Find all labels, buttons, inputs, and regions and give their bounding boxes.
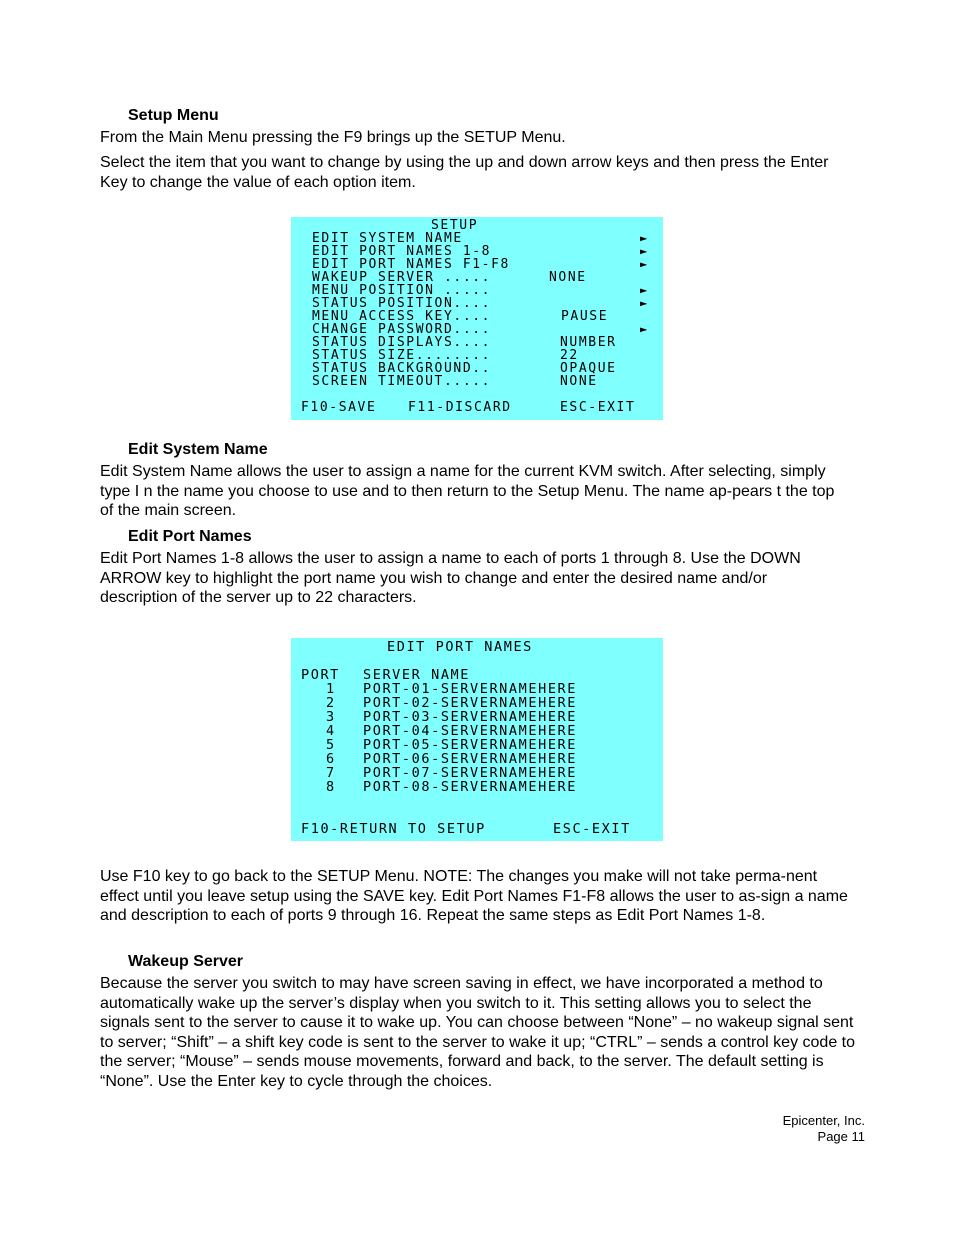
port-number: 5 (326, 737, 336, 753)
setup-item-label: EDIT PORT NAMES F1-F8 (312, 257, 510, 272)
setup-item-value: NONE (560, 374, 598, 389)
setup-menu-intro: From the Main Menu pressing the F9 brings up the SETUP Menu. (100, 129, 566, 146)
setup-item-label: MENU ACCESS KEY.... (312, 309, 492, 324)
setup-item-label: SCREEN TIMEOUT..... (312, 374, 492, 389)
port-server-name: PORT-05-SERVERNAMEHERE (363, 737, 578, 753)
wakeup-server-heading: Wakeup Server (128, 953, 244, 970)
submenu-arrow-icon: ► (640, 296, 649, 310)
setup-item-value: 22 (560, 348, 579, 363)
port-number: 7 (326, 765, 336, 781)
setup-screen (291, 217, 663, 420)
setup-item-label: MENU POSITION ..... (312, 283, 492, 298)
submenu-arrow-icon: ► (640, 283, 649, 297)
edit-port-names-screen (291, 638, 663, 841)
port-screen-title: EDIT PORT NAMES (387, 639, 533, 655)
edit-port-names-heading: Edit Port Names (128, 528, 252, 545)
port-number: 1 (326, 681, 336, 697)
page-footer (700, 1113, 865, 1145)
setup-item-label: STATUS BACKGROUND.. (312, 361, 492, 376)
edit-system-name-text: Edit System Name allows the user to assign a name for the current KVM switch. After selecting, simply type I n the name you choose to use and to then return to the Setup Menu. The name ap-pears t the top of the main screen. (100, 463, 835, 520)
server-name-column-header: SERVER NAME (363, 667, 471, 683)
setup-item-label: STATUS DISPLAYS.... (312, 335, 492, 350)
setup-item-label: WAKEUP SERVER ..... (312, 270, 492, 285)
setup-menu-instructions: Select the item that you want to change by using the up and down arrow keys and then press the Enter Key to change the value of each option item. (100, 154, 829, 191)
port-server-name: PORT-07-SERVERNAMEHERE (363, 765, 578, 781)
setup-item-label: EDIT PORT NAMES 1-8 (312, 244, 492, 259)
submenu-arrow-icon: ► (640, 231, 649, 245)
submenu-arrow-icon: ► (640, 322, 649, 336)
save-note-text: Use F10 key to go back to the SETUP Menu. NOTE: The changes you make will not take perma-nent effect until you leave setup using the SAVE key. Edit Port Names F1-F8 allows the user to as-sign a name and description to each of ports 9 through 16. Repeat the same steps as Edit Port Names 1-8. (100, 868, 848, 925)
port-server-name: PORT-08-SERVERNAMEHERE (363, 779, 578, 795)
port-server-name: PORT-03-SERVERNAMEHERE (363, 709, 578, 725)
setup-footer-save: F10-SAVE (301, 400, 377, 415)
setup-item-value: NONE (549, 270, 587, 285)
setup-item-value: OPAQUE (560, 361, 617, 376)
port-number: 2 (326, 695, 336, 711)
port-column-header: PORT (301, 667, 340, 683)
edit-system-name-heading: Edit System Name (128, 441, 268, 458)
port-footer-exit: ESC-EXIT (553, 821, 631, 837)
setup-footer-discard: F11-DISCARD (408, 400, 512, 415)
port-server-name: PORT-01-SERVERNAMEHERE (363, 681, 578, 697)
page-number: Page 11 (817, 1129, 865, 1144)
setup-item-label: EDIT SYSTEM NAME (312, 231, 463, 246)
port-server-name: PORT-06-SERVERNAMEHERE (363, 751, 578, 767)
setup-item-label: STATUS POSITION.... (312, 296, 492, 311)
setup-item-label: STATUS SIZE........ (312, 348, 492, 363)
setup-item-value: NUMBER (560, 335, 617, 350)
port-number: 3 (326, 709, 336, 725)
company-name: Epicenter, Inc. (782, 1113, 865, 1128)
submenu-arrow-icon: ► (640, 257, 649, 271)
setup-menu-heading: Setup Menu (128, 107, 219, 124)
wakeup-server-text: Because the server you switch to may have screen saving in effect, we have incorporated a method to automatically wake up the server’s display when you switch to it. This setting allows you to select the signals sent to the server to cause it to wake up. You can choose between “None” – no wakeup signal sent to server; “Shift” – a shift key code is sent to the server to wake it up; “CTRL” – sends a control key code to the server; “Mouse” – sends mouse movements, forward and back, to the server. The default setting is “None”. Use the Enter key to cycle through the choices. (100, 975, 855, 1090)
port-number: 6 (326, 751, 336, 767)
port-server-name: PORT-02-SERVERNAMEHERE (363, 695, 578, 711)
port-server-name: PORT-04-SERVERNAMEHERE (363, 723, 578, 739)
setup-footer-exit: ESC-EXIT (560, 400, 636, 415)
port-number: 4 (326, 723, 336, 739)
setup-screen-title: SETUP (431, 218, 479, 233)
port-footer-return: F10-RETURN TO SETUP (301, 821, 486, 837)
submenu-arrow-icon: ► (640, 244, 649, 258)
edit-port-names-text: Edit Port Names 1-8 allows the user to assign a name to each of ports 1 through 8. Use the DOWN ARROW key to highlight the port name you wish to change and enter the desired name and/or description of the server up to 22 characters. (100, 550, 801, 607)
port-number: 8 (326, 779, 336, 795)
setup-item-label: CHANGE PASSWORD.... (312, 322, 492, 337)
setup-item-value: PAUSE (561, 309, 609, 324)
